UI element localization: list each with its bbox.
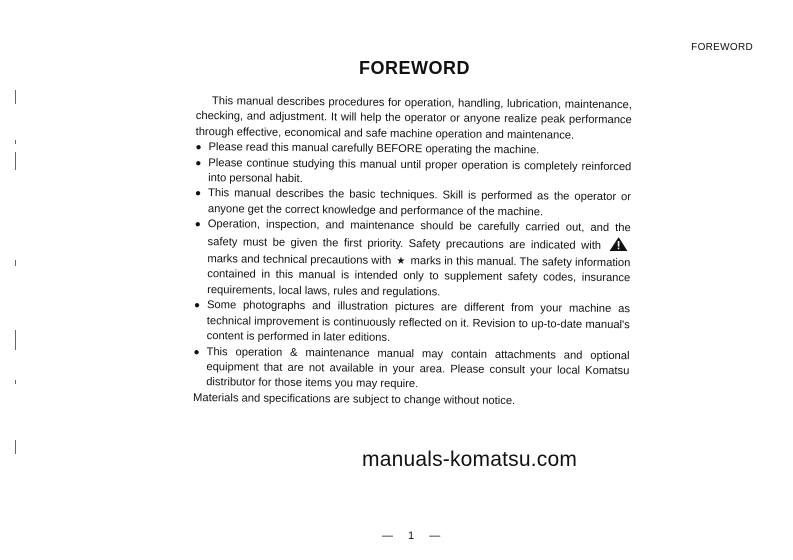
bullet-text-after-icon: marks and technical precautions with <box>207 253 392 267</box>
section-header-label: FOREWORD <box>691 42 753 53</box>
bullet-text-before-icon: Operation, inspection, and maintenance should be carefully carried out, and the safety must be given the first priority. Safety precautions are indicated with <box>207 218 631 252</box>
foreword-body <box>193 94 632 410</box>
list-item <box>195 156 631 191</box>
bullet-text: This operation & maintenance manual may contain attachments and optional equipment that are not available in your area. Please consult your local Komatsu distributor for those items you may require. <box>206 345 630 391</box>
bullet-list <box>193 140 631 395</box>
page-number: — 1 — <box>382 530 447 542</box>
list-item <box>194 217 631 302</box>
list-item <box>194 298 630 348</box>
bullet-text: Some photographs and illustration pictures are different from your machine as technical improvement is continuously reflected on it. Revision to up-to-date manual's content is performed in later editions. <box>206 299 631 344</box>
warning-triangle-icon <box>609 237 627 257</box>
bullet-text: Please read this manual carefully BEFORE operating the machine. <box>208 141 540 157</box>
watermark-text: manuals-komatsu.com <box>362 448 578 471</box>
binding-margin-marks <box>13 60 19 460</box>
bullet-icon: ● <box>195 157 202 169</box>
list-item <box>195 186 631 221</box>
bullet-icon: ● <box>193 346 200 358</box>
bullet-text: Please continue studying this manual until proper operation is completely reinforced into personal habit. <box>208 156 632 186</box>
bullet-text-after-star: marks in this manual. The safety information contained in this manual is intended only to supplement safety codes, insurance requirements, local laws, rules and regulations. <box>207 255 631 299</box>
bullet-icon: ● <box>193 300 201 312</box>
specifications-note: Materials and specifications are subject to change without notice. <box>193 391 516 407</box>
intro-paragraph: This manual describes procedures for operation, handling, lubrication, maintenance, checking, and adjustment. It will help the operator or anyone realize peak performance through effective, economical and safe machine operation and maintenance. <box>195 95 632 142</box>
bullet-icon: ● <box>194 219 201 231</box>
list-item <box>193 344 629 394</box>
bullet-icon: ● <box>195 142 202 154</box>
bullet-text: This manual describes the basic techniques. Skill is performed as the operator or anyone get the correct knowledge and performance of the machine. <box>207 187 632 219</box>
page-title: FOREWORD <box>359 58 470 78</box>
bullet-icon: ● <box>194 188 202 200</box>
star-icon: ★ <box>396 255 406 268</box>
